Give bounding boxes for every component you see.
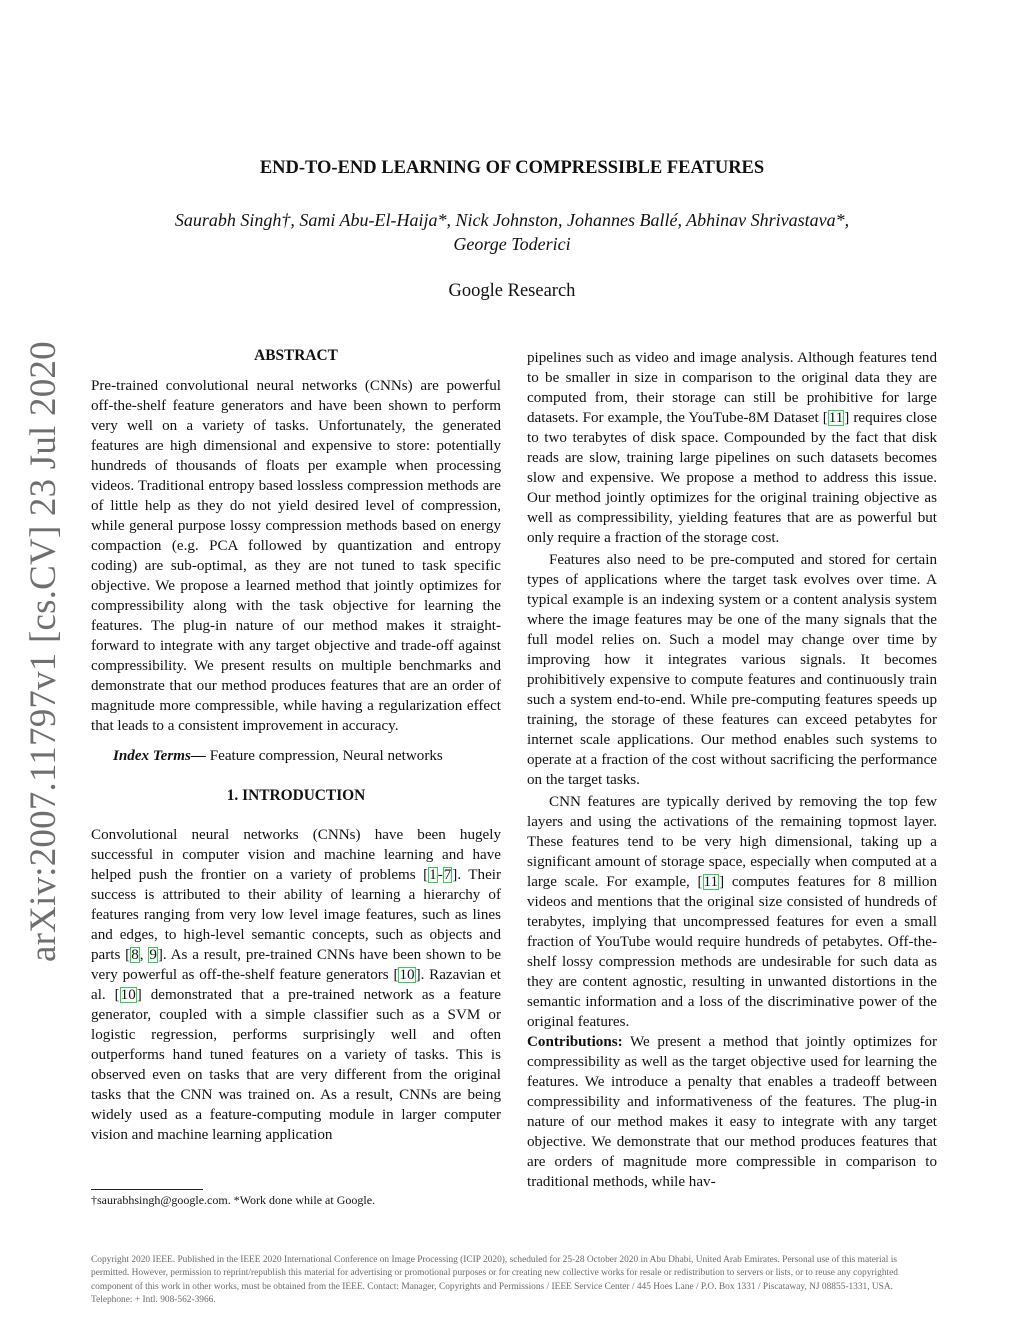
author-list: [120, 208, 904, 256]
intro-text-e: ] demonstrated that a pre-trained network as a feature generator, coupled with a simple classifier such as a SVM or logistic regression, performs surprisingly well and often outperforms hand tuned features on a variety of tasks. This is observed even on tasks that are very different from the original tasks that the CNN was trained on. As a result, CNNs are being widely used as a feature-computing module in larger computer vision and machine learning application: [91, 987, 501, 1143]
citation-link[interactable]: 9: [149, 947, 157, 963]
citation-link[interactable]: 10: [399, 967, 415, 983]
citation-link[interactable]: 1: [429, 867, 437, 883]
author-line-1: Saurabh Singh†, Sami Abu-El-Haija*, Nick Johnston, Johannes Ballé, Abhinav Shrivastava*,: [174, 210, 850, 230]
right-text-b: ] requires close to two terabytes of disk space. Compounded by the fact that disk reads are slow, training large pipelines on such datasets becomes slow and expensive. We propose a method to address this issue. Our method jointly optimizes for the original training objective as well as compressibility, yielding features that are as powerful but only require a fraction of the storage cost.: [527, 410, 937, 546]
arxiv-identifier-stamp: arXiv:2007.11797v1 [cs.CV] 23 Jul 2020: [23, 341, 64, 962]
citation-separator: ,: [139, 947, 149, 963]
intro-paragraph: [91, 825, 501, 1145]
citation-link[interactable]: 10: [120, 987, 136, 1003]
footnote: †saurabhsingh@google.com. *Work done while at Google.: [91, 1193, 376, 1207]
citation-link[interactable]: 8: [131, 947, 139, 963]
intro-text-c: ]. As a result, pre-trained CNNs have been shown to be very powerful as off-the-shelf feature generators [: [91, 947, 502, 983]
right-text-d: ] computes features for 8 million videos and mentions that the original size consisted of hundreds of terabytes, implying that uncompressed features for even a small fraction of YouTube would require hundreds of petabytes. Off-the-shelf lossy compression methods are undesirable for such data as they are content agnostic, resulting in unwanted distortions in the semantic information and a loss of the discriminative power of the original features.: [527, 874, 937, 1030]
right-text-a: pipelines such as video and image analysis. Although features tend to be smaller in size in comparison to the original data they are computed from, their storage can still be prohibitive for large datasets. For example, the YouTube-8M Dataset [: [527, 350, 937, 426]
citation-link[interactable]: 7: [443, 867, 452, 883]
author-line-2: George Toderici: [453, 234, 571, 254]
intro-text-d: ]. Razavian et al. [: [91, 967, 501, 1003]
copyright-notice: Copyright 2020 IEEE. Published in the IEEE 2020 International Conference on Image Processing (ICIP 2020), scheduled for 25-28 October 2020 in Abu Dhabi, United Arab Emirates. Personal use of this material is permitted. However, permission to reprint/republish this material for advertising or promotional purposes or for creating new collective works for resale or redistribution to servers or lists, or to reuse any copyrighted component of this work in other works, must be obtained from the IEEE. Contact: Manager, Copyrights and Permissions / IEEE Service Center / 445 Hoes Lane / P.O. Box 1331 / Piscataway, NJ 08855-1331, USA. Telephone: + Intl. 908-562-3966.: [91, 1255, 898, 1305]
intro-text-b: ]. Their success is attributed to their ability of learning a hierarchy of features ranging from very low level image features, such as lines and edges, to high-level semantic concepts, such as objects and parts [: [91, 867, 501, 963]
index-terms-label: Index Terms—: [113, 748, 206, 764]
affiliation: Google Research: [448, 281, 576, 301]
right-text-c: CNN features are typically derived by removing the top few layers and using the activations of the remaining topmost layer. These features tend to be very high dimensional, taking up a significant amount of storage space, especially when computed at a large scale. For example, [: [527, 794, 937, 890]
paper-title: END-TO-END LEARNING OF COMPRESSIBLE FEATURES: [259, 158, 765, 178]
contributions-label: Contributions:: [527, 1034, 623, 1050]
citation-separator: -: [437, 867, 443, 883]
contributions-paragraph: [527, 1032, 937, 1192]
footnote-divider: [91, 1189, 203, 1190]
index-terms-text: Feature compression, Neural networks: [205, 748, 443, 764]
citation-link[interactable]: 11: [828, 410, 844, 426]
index-terms: [91, 746, 501, 766]
contributions-text: We present a method that jointly optimizes for compressibility as well as the target objective used for learning the features. We introduce a penalty that enables a tradeoff between compressibility and informativeness of the features. The plug-in nature of our method makes it easy to integrate with any target objective. We demonstrate that our method produces features that are orders of magnitude more compressible in comparison to traditional methods, while hav-: [527, 1034, 937, 1190]
intro-text-a: Convolutional neural networks (CNNs) have been hugely successful in computer vision and machine learning and have helped push the frontier on a variety of problems [: [91, 827, 501, 883]
right-paragraph-2: Features also need to be pre-computed and stored for certain types of applications where the target task evolves over time. A typical example is an indexing system or a content analysis system where the image features may be one of the many signals that the full model relies on. Such a model may change over time by improving how it integrates various signals. It becomes prohibitively expensive to compute features and continuously train such a system end-to-end. While pre-computing features speeds up training, the storage of these features can exceed petabytes for internet scale applications. Our method enables such systems to operate at a fraction of the cost without sacrificing the performance on the target tasks.: [527, 552, 937, 788]
abstract-heading: ABSTRACT: [254, 347, 338, 364]
right-paragraph-3: [527, 792, 937, 1032]
left-column: [91, 346, 501, 1145]
right-paragraph-1: [527, 348, 937, 548]
right-column: [527, 348, 937, 1192]
citation-link[interactable]: 11: [703, 874, 719, 890]
section-heading-introduction: 1. INTRODUCTION: [226, 787, 366, 804]
abstract-body: Pre-trained convolutional neural networks (CNNs) are powerful off-the-shelf feature generators and have been shown to perform very well on a variety of tasks. Unfortunately, the generated features are high dimensional and expensive to store: potentially hundreds of thousands of floats per example when processing videos. Traditional entropy based lossless compression methods are of little help as they do not yield desired level of compression, while general purpose lossy compression methods based on energy compaction (e.g. PCA followed by quantization and entropy coding) are sub-optimal, as they are not tuned to task specific objective. We propose a learned method that jointly optimizes for compressibility along with the task objective for learning the features. The plug-in nature of our method makes it straight-forward to integrate with any target objective and trade-off against compressibility. We present results on multiple benchmarks and demonstrate that our method produces features that are an order of magnitude more compressible, while having a regularization effect that leads to a consistent improvement in accuracy.: [91, 378, 501, 734]
